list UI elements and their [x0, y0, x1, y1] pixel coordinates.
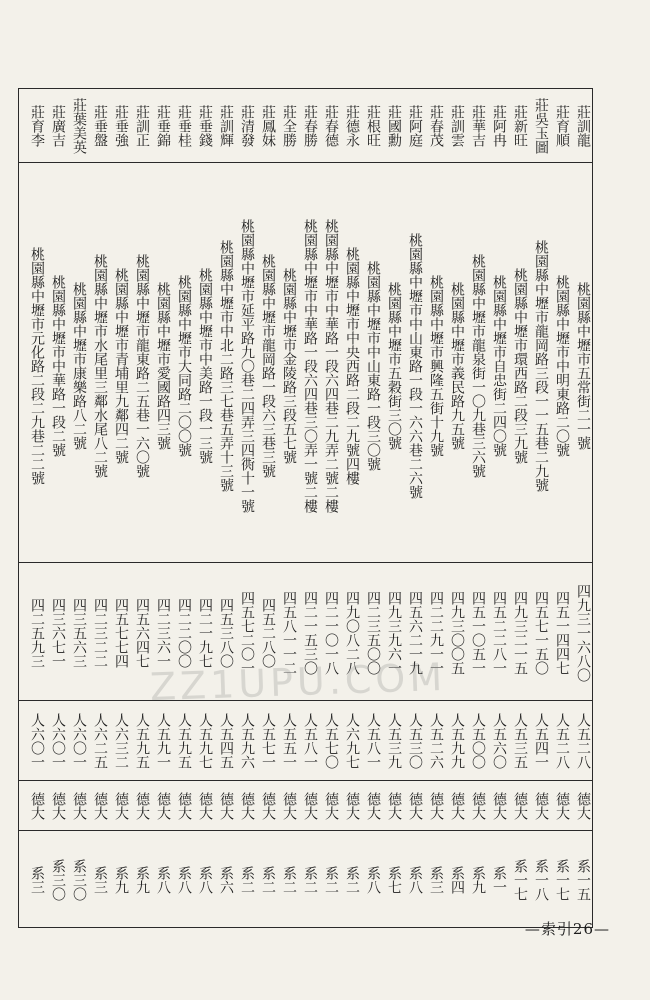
entry-generation: 系八	[155, 866, 171, 894]
entry-branch: 德大	[134, 792, 150, 820]
entry-phone: 四五六四七	[134, 598, 150, 668]
entry-code: 人六九七	[344, 713, 360, 769]
entry-generation: 系七	[386, 866, 402, 894]
entry-phone: 四五八一一二	[281, 591, 297, 675]
entry-code: 人五五一	[281, 713, 297, 769]
entry-generation: 系二	[323, 866, 339, 894]
entry-branch: 德大	[218, 792, 234, 820]
entry-name: 莊育李	[29, 105, 45, 147]
divider-name-address	[18, 162, 593, 163]
entry-branch: 德大	[176, 792, 192, 820]
entry-generation: 系八	[176, 866, 192, 894]
entry-name: 莊春茂	[428, 105, 444, 147]
entry-address: 桃園縣中壢市五穀街三〇號	[386, 282, 402, 450]
entry-generation: 系一	[491, 866, 507, 894]
entry-phone: 四二一五三〇	[302, 591, 318, 675]
entry-address: 桃園縣中壢市中明東路二〇號	[554, 275, 570, 457]
entry-code: 人五〇〇	[470, 713, 486, 769]
entry-code: 人五九七	[197, 713, 213, 769]
entry-code: 人六〇一	[71, 713, 87, 769]
entry-name: 莊華吉	[470, 105, 486, 147]
entry-branch: 德大	[575, 792, 591, 820]
entry-code: 人五九五	[134, 713, 150, 769]
entry-branch: 德大	[428, 792, 444, 820]
name-row	[18, 92, 593, 160]
divider-address-phone	[18, 562, 593, 563]
entry-phone: 四五七七四	[113, 598, 129, 668]
entry-address: 桃園縣中壢市中央西路二段二九號四樓	[344, 247, 360, 485]
entry-branch: 德大	[50, 792, 66, 820]
entry-branch: 德大	[554, 792, 570, 820]
entry-phone: 四五二二八一	[491, 591, 507, 675]
entry-phone: 四九三一六八〇	[575, 584, 591, 682]
entry-phone: 四九三二一五	[512, 591, 528, 675]
entry-address: 桃園縣中壢市龍岡路三段一一五巷二九號	[533, 240, 549, 492]
entry-code: 人五二八	[554, 713, 570, 769]
entry-phone: 四三五六三	[71, 598, 87, 668]
entry-name: 莊訓雲	[449, 105, 465, 147]
entry-code: 人五三五	[512, 713, 528, 769]
entry-generation: 系八	[407, 866, 423, 894]
entry-generation: 系一七	[554, 859, 570, 901]
entry-phone: 四五三八〇	[218, 598, 234, 668]
entry-address: 桃園縣中壢市環西路二段三九號	[512, 268, 528, 464]
entry-name: 莊垂盤	[92, 105, 108, 147]
entry-generation: 系八	[197, 866, 213, 894]
entry-name: 莊垂強	[113, 105, 129, 147]
entry-code: 人五八一	[365, 713, 381, 769]
entry-address: 桃園縣中壢市青埔里九鄰四二號	[113, 268, 129, 464]
entry-generation: 系二	[239, 866, 255, 894]
entry-code: 人五九五	[176, 713, 192, 769]
entry-address: 桃園縣中壢市中山東路一段一六六巷二六號	[407, 233, 423, 499]
entry-code: 人五三九	[386, 713, 402, 769]
entry-branch: 德大	[449, 792, 465, 820]
watermark: ZZ1UPU.COM	[149, 654, 447, 710]
entry-address: 桃園縣中壢市中華路一段六四巷二九弄二號二樓	[323, 219, 339, 513]
entry-name: 莊訓正	[134, 105, 150, 147]
entry-phone: 四五一〇五一	[470, 591, 486, 675]
entry-phone: 四二一〇一八	[323, 591, 339, 675]
entry-phone: 四二三二二	[92, 598, 108, 668]
entry-branch: 德大	[386, 792, 402, 820]
entry-code: 人五九九	[449, 713, 465, 769]
entry-generation: 系六	[218, 866, 234, 894]
entry-code: 人五二八	[575, 713, 591, 769]
entry-code: 人五七〇	[323, 713, 339, 769]
entry-phone: 四二三六一	[155, 598, 171, 668]
entry-address: 桃園縣中壢市義民路九五號	[449, 282, 465, 450]
entry-generation: 系三	[92, 866, 108, 894]
entry-address: 桃園縣中壢市龍東路二五巷一六〇號	[134, 254, 150, 478]
page-index-label: —索引26—	[524, 920, 610, 938]
entry-name: 莊全勝	[281, 105, 297, 147]
branch-row	[18, 784, 593, 828]
entry-generation: 系一五	[575, 859, 591, 901]
entry-phone: 四九三〇〇五	[449, 591, 465, 675]
entry-name: 莊垂錦	[155, 105, 171, 147]
entry-phone: 四九〇八二八	[344, 591, 360, 675]
entry-name: 莊阿冉	[491, 105, 507, 147]
entry-code: 人六〇一	[29, 713, 45, 769]
entry-code: 人五三〇	[407, 713, 423, 769]
entry-generation: 系三〇	[71, 859, 87, 901]
entry-code: 人六二五	[92, 713, 108, 769]
entry-code: 人五六〇	[491, 713, 507, 769]
entry-address: 桃園縣中壢市中華路一段六四巷三〇弄一號二樓	[302, 219, 318, 513]
entry-address: 桃園縣中壢市中華路一段二號	[50, 275, 66, 457]
entry-branch: 德大	[113, 792, 129, 820]
entry-phone: 四五七二〇一	[239, 591, 255, 675]
entry-generation: 系九	[113, 866, 129, 894]
entry-address: 桃園縣中壢市水尾里三鄰水尾八二號	[92, 254, 108, 478]
entry-generation: 系八	[365, 866, 381, 894]
entry-address: 桃園縣中壢市興隆五街十九號	[428, 275, 444, 457]
entry-phone: 四五七一五〇	[533, 591, 549, 675]
entry-code: 人六〇一	[50, 713, 66, 769]
entry-name: 莊春勝	[302, 105, 318, 147]
entry-generation: 系九	[470, 866, 486, 894]
entry-name: 莊訓龍	[575, 105, 591, 147]
entry-name: 莊春德	[323, 105, 339, 147]
entry-branch: 德大	[155, 792, 171, 820]
entry-generation: 系三〇	[50, 859, 66, 901]
entry-address: 桃園縣中壢市愛國路四三號	[155, 282, 171, 450]
entry-phone: 四二二〇〇	[176, 598, 192, 668]
entry-name: 莊育順	[554, 105, 570, 147]
entry-address: 桃園縣中壢市中北二路三七巷五弄十三號	[218, 240, 234, 492]
entry-branch: 德大	[512, 792, 528, 820]
entry-code: 人五九一	[155, 713, 171, 769]
entry-name: 莊垂桂	[176, 105, 192, 147]
entry-branch: 德大	[29, 792, 45, 820]
entry-address: 桃園縣中壢市延平路九〇巷二四弄三四衖十一號	[239, 219, 255, 513]
address-row	[18, 172, 593, 560]
entry-phone: 四二五九三	[29, 598, 45, 668]
entry-branch: 德大	[260, 792, 276, 820]
entry-address: 桃園縣中壢市龍岡路一段六三巷三號	[260, 254, 276, 478]
entry-generation: 系二	[344, 866, 360, 894]
entry-generation: 系九	[134, 866, 150, 894]
entry-address: 桃園縣中壢市自忠街二四〇號	[491, 275, 507, 457]
entry-phone: 四二三五〇〇	[365, 591, 381, 675]
entry-generation: 系三	[29, 866, 45, 894]
entry-name: 莊鳳妹	[260, 105, 276, 147]
entry-address: 桃園縣中壢市五常街二一號	[575, 282, 591, 450]
entry-name: 莊國勳	[386, 105, 402, 147]
entry-branch: 德大	[344, 792, 360, 820]
entry-branch: 德大	[407, 792, 423, 820]
entry-name: 莊葉美英	[71, 98, 87, 154]
entry-branch: 德大	[239, 792, 255, 820]
entry-branch: 德大	[302, 792, 318, 820]
entry-branch: 德大	[71, 792, 87, 820]
entry-address: 桃園縣中壢市中美路一段一三號	[197, 268, 213, 464]
entry-address: 桃園縣中壢市康樂路八二號	[71, 282, 87, 450]
divider-branch-gen	[18, 830, 593, 831]
code-row	[18, 704, 593, 778]
entry-branch: 德大	[533, 792, 549, 820]
entry-phone: 四三六七一	[50, 598, 66, 668]
entry-name: 莊根旺	[365, 105, 381, 147]
entry-phone: 四五六二一九	[407, 591, 423, 675]
entry-branch: 德大	[92, 792, 108, 820]
entry-code: 人五二六	[428, 713, 444, 769]
entry-code: 人五八一	[302, 713, 318, 769]
entry-name: 莊訓輝	[218, 105, 234, 147]
entry-generation: 系三	[428, 866, 444, 894]
entry-code: 人五四五	[218, 713, 234, 769]
entry-code: 人五四一	[533, 713, 549, 769]
entry-branch: 德大	[365, 792, 381, 820]
entry-address: 桃園縣中壢市中山東路一段三〇號	[365, 261, 381, 471]
entry-address: 桃園縣中壢市金陵路三段五七號	[281, 268, 297, 464]
generation-row	[18, 840, 593, 920]
entry-phone: 四二一九七	[197, 598, 213, 668]
entry-branch: 德大	[281, 792, 297, 820]
entry-name: 莊清發	[239, 105, 255, 147]
entry-generation: 系一七	[512, 859, 528, 901]
entry-code: 人六三二	[113, 713, 129, 769]
entry-code: 人五七一	[260, 713, 276, 769]
entry-code: 人五九六	[239, 713, 255, 769]
entry-name: 莊新旺	[512, 105, 528, 147]
entry-phone: 四五一四四七	[554, 591, 570, 675]
divider-code-branch	[18, 780, 593, 781]
entry-phone: 四二二九一一	[428, 591, 444, 675]
entry-generation: 系二	[260, 866, 276, 894]
entry-branch: 德大	[197, 792, 213, 820]
entry-generation: 系二	[281, 866, 297, 894]
entry-name: 莊廣吉	[50, 105, 66, 147]
entry-phone: 四九三九六一	[386, 591, 402, 675]
entry-branch: 德大	[323, 792, 339, 820]
entry-address: 桃園縣中壢市元化路二段二九巷二二號	[29, 247, 45, 485]
entry-name: 莊吳玉圖	[533, 98, 549, 154]
entry-generation: 系四	[449, 866, 465, 894]
entry-name: 莊德永	[344, 105, 360, 147]
entry-branch: 德大	[470, 792, 486, 820]
entry-name: 莊阿庭	[407, 105, 423, 147]
entry-branch: 德大	[491, 792, 507, 820]
entry-address: 桃園縣中壢市龍泉街一〇九巷三六號	[470, 254, 486, 478]
entry-name: 莊垂錢	[197, 105, 213, 147]
entry-phone: 四五二八〇	[260, 598, 276, 668]
entry-generation: 系一八	[533, 859, 549, 901]
entry-generation: 系二	[302, 866, 318, 894]
entry-address: 桃園縣中壢市大同路二〇〇號	[176, 275, 192, 457]
